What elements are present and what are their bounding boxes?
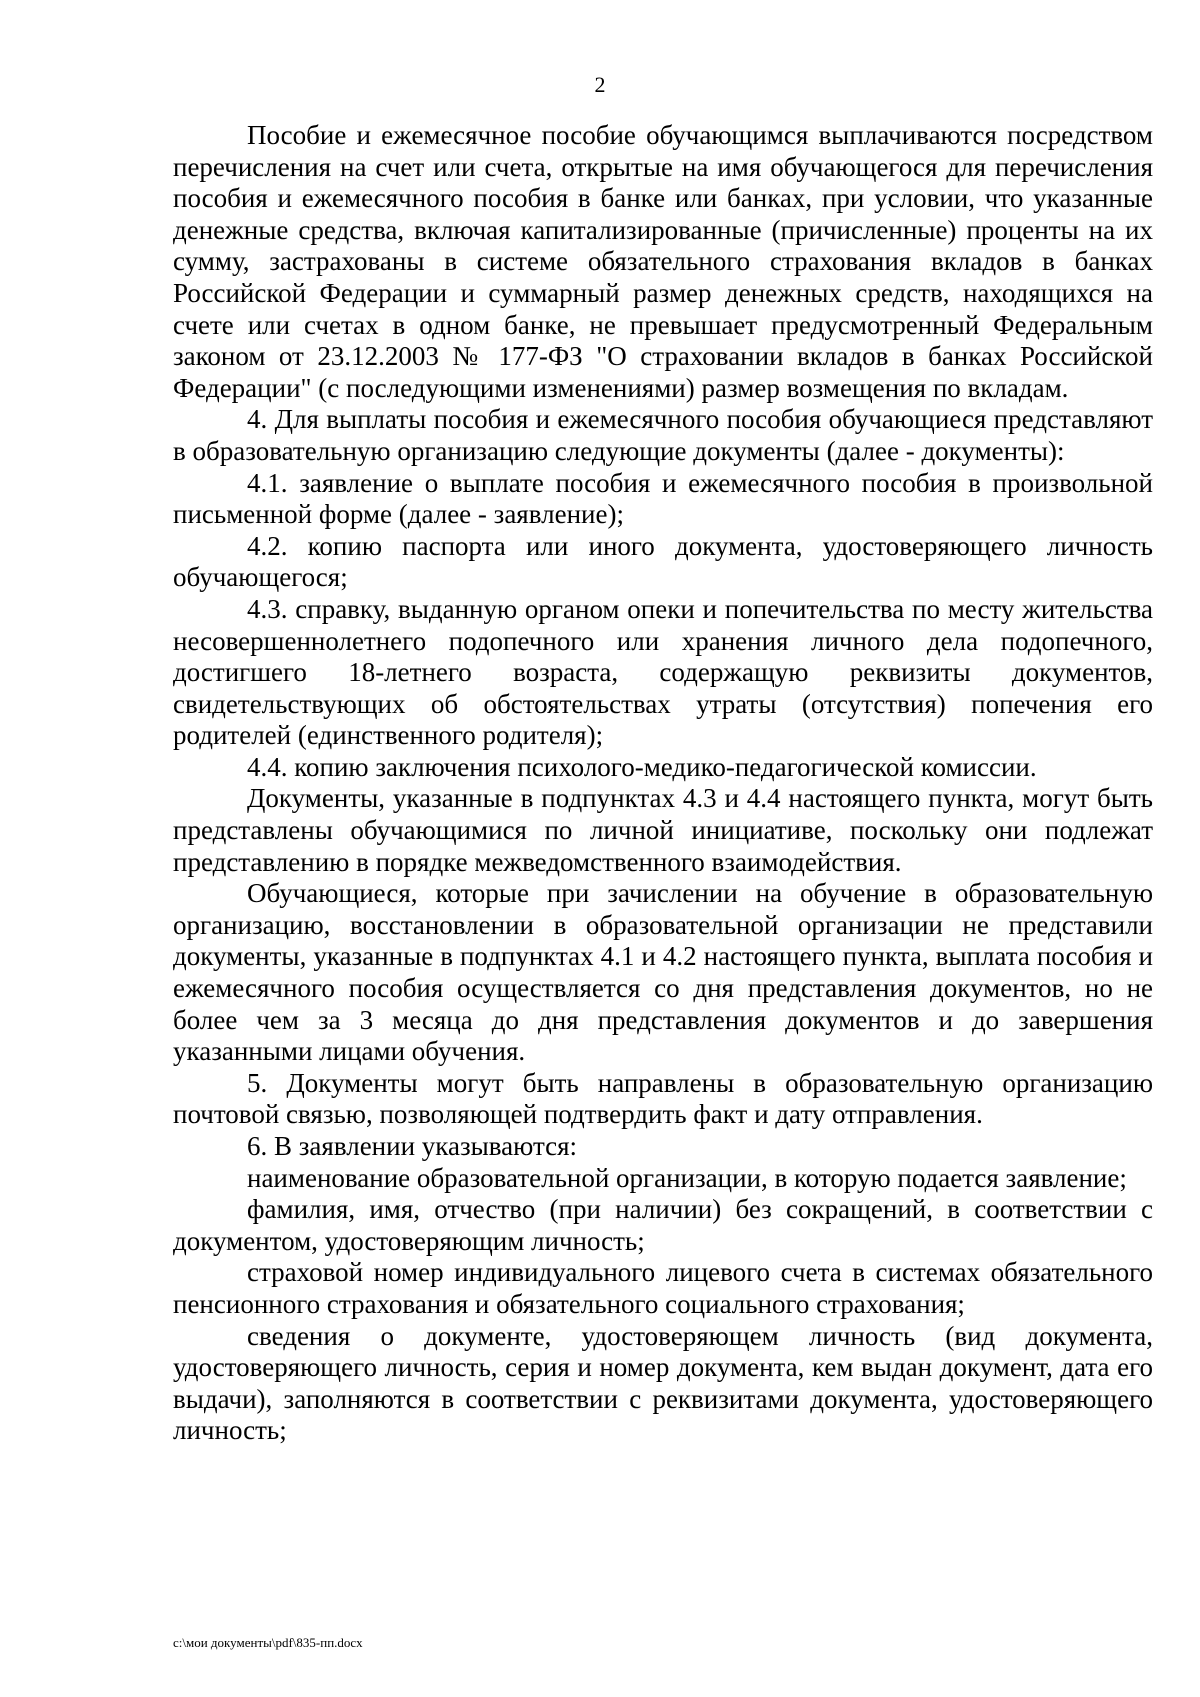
document-body xyxy=(173,120,1153,1447)
paragraph-id-document: сведения о документе, удостоверяющем личность (вид документа, удостоверяющего личность, серия и номер документа, кем выдан документ, дата его выдачи), заполняются в соответствии с реквизитами документа, удостоверяющего личность; xyxy=(173,1320,1153,1446)
paragraph-item-5: 5. Документы могут быть направлены в образовательную организацию почтовой связью, позволяющей подтвердить факт и дату отправления. xyxy=(173,1067,1153,1130)
paragraph-org-name: наименование образовательной организации, в которую подается заявление; xyxy=(247,1162,1127,1193)
paragraph-item-4-3: 4.3. справку, выданную органом опеки и попечительства по месту жительства несовершеннолетнего подопечного или хранения личного дела подопечного, достигшего 18-летнего возраста, содержащую реквизиты документов, свидетельствующих об обстоятельствах утраты (отсутствия) попечения его родителей (единственного родителя); xyxy=(173,593,1153,751)
paragraph-item-4-2: 4.2. копию паспорта или иного документа, удостоверяющего личность обучающегося; xyxy=(173,530,1153,593)
paragraph-item-4-4: 4.4. копию заключения психолого-медико-педагогической комиссии. xyxy=(247,751,1037,782)
paragraph-item-4-1: 4.1. заявление о выплате пособия и ежемесячного пособия в произвольной письменной форме (далее - заявление); xyxy=(173,467,1153,530)
footer-file-path: c:\мои документы\pdf\835-пп.docx xyxy=(173,1635,363,1650)
paragraph-documents-initiative: Документы, указанные в подпунктах 4.3 и 4.4 настоящего пункта, могут быть представлены обучающимися по личной инициативе, поскольку они подлежат представлению в порядке межведомственного взаимодействия. xyxy=(173,783,1153,877)
paragraph-item-4: 4. Для выплаты пособия и ежемесячного пособия обучающиеся представляют в образовательную организацию следующие документы (далее - документы): xyxy=(173,404,1153,466)
paragraph-insurance-number: страховой номер индивидуального лицевого счета в системах обязательного пенсионного страхования и обязательного социального страхования; xyxy=(173,1257,1153,1319)
paragraph-late-documents: Обучающиеся, которые при зачислении на обучение в образовательную организацию, восстановлении в образовательной организации не представили документы, указанные в подпунктах 4.1 и 4.2 настоящего пункта, выплата пособия и ежемесячного пособия осуществляется со дня представления документов, но не более чем за 3 месяца до дня представления документов и до завершения указанными лицами обучения. xyxy=(173,878,1153,1067)
page-number: 2 xyxy=(594,72,606,97)
paragraph-item-6: 6. В заявлении указываются: xyxy=(247,1131,577,1161)
paragraph-full-name: фамилия, имя, отчество (при наличии) без сокращений, в соответствии с документом, удостоверяющим личность; xyxy=(173,1194,1153,1256)
paragraph-payment-method: Пособие и ежемесячное пособие обучающимся выплачиваются посредством перечисления на счет или счета, открытые на имя обучающегося для перечисления пособия и ежемесячного пособия в банке или банках, при условии, что указанные денежные средства, включая капитализированные (причисленные) проценты на их сумму, застрахованы в системе обязательного страхования вкладов в банках Российской Федерации и суммарный размер денежных средств, находящихся на счете или счетах в одном банке, не превышает предусмотренный Федеральным законом от 23.12.2003 № 177-ФЗ "О страховании вкладов в банках Российской Федерации" (с последующими изменениями) размер возмещения по вкладам. xyxy=(173,120,1153,403)
